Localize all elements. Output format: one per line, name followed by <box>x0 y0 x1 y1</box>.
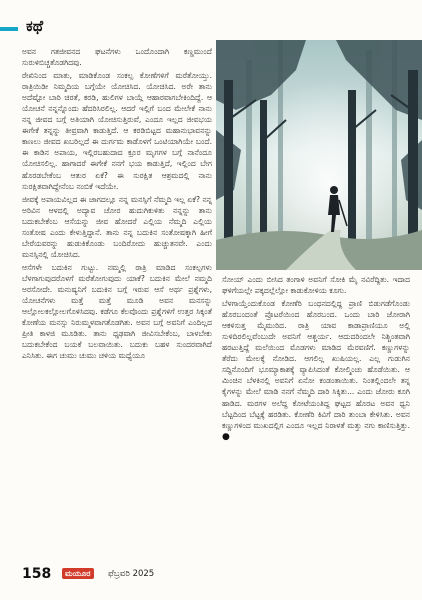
page-header <box>0 0 422 40</box>
right-text-column <box>222 274 410 556</box>
paragraph: ಜೀವಕ್ಕೆ ಅಪಾಯವಿಲ್ಲದ ಈ ಜಾಗದಲ್ಲೂ ನನ್ನ ಮನಸ್ಸಿಗೆ ನೆಮ್ಮದಿ ಇಲ್ಲ ಏಕೆ? ನನ್ನ ಅರಿವಿನ ಆಳದಲ್ಲಿ ಅದ್ಯಾವ ಚೋರ ಹುದುಗಿಕುಳಿತು ನನ್ನನ್ನು ತಾನು ಬದುಕಬೇಕೆಂಬ ಆಸೆಯನ್ನು ಜೀವ ಹೋದರೆ ಎಲ್ಲಿಯ ನೆಮ್ಮದಿ ಎಲ್ಲಿಯ ಸಂತೋಷ ಎಂದು ಕೇಳುತ್ತಿದ್ದಾನೆ. ತಾನು ನನ್ನ ಬದುಕಿನ ಸಂತೋಷಕ್ಕಾಗಿ ಹೀಗೆ ಬೇರೆಯವರನ್ನು ಹುಡುಕಿಕೊಂಡು ಬಂದಿರೋದು ಹುಚ್ಚುತನವೇ. ಎಂದು ಮನಸ್ಸಿನಲ್ಲಿ ಯೋಚಿಸಿದ. <box>22 194 212 259</box>
section-title: ಕಥೆ <box>26 17 44 35</box>
story-illustration <box>216 40 422 270</box>
paragraph: ಸೋಯ್ ಎಂದು ಬೀಸಿದ ತಂಗಾಳಿ ಅವನಿಗೆ ಸೋಕಿ ಮೈ ನವಿರೆದ್ದಿತು. ಇದಾದ ಘಳಿಗೆಯಲ್ಲೇ ಪಕ್ಕದಲ್ಲೆಲ್ಲೋ ಕಾಡುಕೋಳಿಯ ಕೂಗು. <box>222 275 410 296</box>
paragraph: ಅವನ ಗತಜೀವನದ ಘಟನೆಗಳು ಒಂದೊಂದಾಗಿ ಕಣ್ಣಮುಂದೆ ಸುರುಳಿಬಿಚ್ಚತೊಡಗಿದವು. <box>22 47 212 68</box>
story-end-mark: ● <box>222 431 230 442</box>
magazine-logo: ಮಯೂರ <box>62 568 94 579</box>
left-text-column <box>22 46 212 556</box>
paragraph: ರೇಖಿನಿಂದ ಮಾತು, ಮಾಡಿಕೊಂಡ ಸಂಕಲ್ಪ ಕೋಣೆಗಳಿಗೆ ಮರೆತೋಯ್ತು. ರಾತ್ರಿಯಿಡೀ ನಿಮ್ಮದಿಯ ಬಗ್ಗೆಯೇ ಯೋಚಿಸಿದ. ಯೋಚಿಸಿದ. ಅರೇ ತಾನು ಅದೆಷ್ಟೋ ಬಾರಿ ಚಿರತೆ, ಕರಡಿ, ಹುಲಿಗಳ ಬಾಯ್ಗೆ ಆಹಾರವಾಗಬೇಕಿಂದಿದ್ದೆ. ಆ ಯೋಚನೆ ನನ್ನನ್ನೊಂದು ಹೆದರಿಸಿರಲಿಲ್ಲ. ಆದರೆ ಇಲ್ಲಿಗೆ ಬಂದ ಮೇಲೇಕೆ ನಾನು ನನ್ನ ಜೀವದ ಬಗ್ಗೆ ಅತಿಯಾಗಿ ಯೋಚಿಸುತ್ತಿರುವೆ, ಎಂದೂ ಇಲ್ಲದ ಜೀವಭಯ ಈಗೇಕೆ ತನ್ನನ್ನು ತೀವ್ರವಾಗಿ ಕಾಡುತ್ತಿದೆ. ಆ ಕರಡಿಬಿಟ್ಟದ ಮಹಾನುಭಾವನನ್ನು ಕಾಣಲು ಜೀವದ ಖಬರಿಲ್ಲದೆ ಈ ದುರ್ಗಮ ಕಾಡೊಳಗೆ ಒಂಟಿಯಾಗಿಯೇ ಬಂದೆ. ಈ ಕಾಡಿನ ಅಪಾಯ, ಇಲ್ಲಿರಬಹುದಾದ ಕ್ರೂರ ಮೃಗಗಳ ಬಗ್ಗೆ ನಾನೆಂದೂ ಯೋಚಿಸಲಿಲ್ಲ. ಹಾಗಾದರೆ ಈಗೇಕೆ ನನಗೆ ಭಯ ಕಾಡುತ್ತಿದೆ, ಇಲ್ಲಿಂದ ಬೇಗ ಹೊರಡಬೇಕೆಂಬ ಆತುರ ಏಕೆ? ಈ ಸುರಕ್ಷಿತ ಆಶ್ರಮದಲ್ಲಿ ನಾನು ಸುರಕ್ಷಿತವಾಗಿದ್ದೇನೆಂಬ ನಂಬಿಕೆ ಇದೆಯೇ. <box>22 71 212 191</box>
paragraph <box>222 298 410 443</box>
forest-walker-painting <box>216 40 422 270</box>
paragraph: ಆಸೆಗಳೇ ಬದುಕಿನ ಗುಟ್ಟು. ನಮ್ಮಲ್ಲಿ ರಾತ್ರಿ ಮಾಡಿದ ಸಂಕಲ್ಪಗಳು ಬೆಳಗಾಗುವುದರೊಳಗೆ ಮರೆತೋಗುವುದು ಯಾಕೆ? ಬದುಕಿನ ಮೇಲೆ ನಮ್ಮದಿ ಅರಸೋದೇ. ಮನುಷ್ಯನಿಗೆ ಬದುಕಿನ ಬಗ್ಗೆ ಇರುವ ಆಸೆ ಅರ್ಥ ಪ್ರಶ್ನೆಗಳು, ಯೋಚನೆಗಳು ಮತ್ತೆ ಮತ್ತೆ ಮೂಡಿ ಅವನ ಮನಸನ್ನು ಆಲ್ಲೋಲಕಲ್ಲೋಲಗೊಳಿಸಿದವು. ಕಡೆಗೂ ಕೆಲವೊಂದು ಪ್ರಶ್ನೆಗಳಿಗೆ ಉತ್ತರ ಸಿಕ್ಕಂತೆ ಕೋಣೆಯ ಮನಸ್ಸು ನಿರುಮ್ಮಳವಾಗತೊಡಗಿತು. ಅವನ ಬಗ್ಗೆ ಅವನಿಗೆ ಎಂದಿಲ್ಲದ ಪ್ರೀತಿ ಕಾಳಜಿ ಮೂಡಿತು. ತಾನು ಧೃಢವಾಗಿ ಜೀವಿಸಬೇಕೆಂಬ, ಬಾಳಬೇಕು ಬದುಕಬೇಕೆಂದ ಬಯಕೆ ಬಲವಾಯಿತು. ಬದುಕು ಬಹಳ ಸುಂದರವಾಗಿದೆ ಎನಿಸಿತು. ಈಗ ಚುಮು ಚುಮು ಚಳಿಯ ಮಧ್ಯೆಯೂ <box>22 262 212 361</box>
page-number: 158 <box>22 566 52 582</box>
paragraph-text: ಬೆಳಗಾಯ್ತೆಂದುಕೊಂಡ ಕೋಣೆರಿ ಬಂಧನದಲ್ಲಿದ್ದ ಪ್ರಾಣಿ ಬಿಡುಗಡೆಗೊಂಡು ಹೊರಬಂದಂತೆ ಪ್ರೊಟರೆಯಿಂದ ಹೊರಬಂದ. ಒಂದು ಬಾರಿ ಜೋರಾಗಿ ಆಕಳಿಸುತ್ತ ಮೈಮುರಿದ. ರಾತ್ರಿ ಯಾವ ಕಾಡಾಪ್ರಾಣಿಯೂ ಅಲ್ಲಿ ಸುಳಿದಿರಲಿಲ್ಲವೆಂಬುದೇ ಅವನಿಗೆ ಆಶ್ಚರ್ಯ. ಆದುದರಿಂದಲೇ ನಿಶ್ಚಿಂತವಾಗಿ ಹರಟುತ್ತಿದ್ದೆ ಮಲೆಯಿಂದ ಮೊಡಗಳು ಮಾಡಿದ ಮೆರವಣಿಗೆ. ಕಣ್ಣುಗಳನ್ನು ತೆರೆದು ಮೇಲಕ್ಕೆ ನೋಡಿದ. ಆಗಲಿಲ್ಲ ಖುಷಿಯಲ್ಲ. ಎಲ್ಲ ಗುಡುಗಿನ ಸದ್ದಿನೊಂದಿಗೆ ಭೂಮ್ಯಾಕಾಶಕ್ಕೆ ವ್ಯಾಪಿಸಿದಂತೆ ಕೋಲ್ಮಿಂಚು ಹೊಡೆಯಿತು. ಆ ಮಿಂಚಿನ ಬೆಳಕಿನಲ್ಲಿ ಅವನಿಗೆ ಏನೋ ಕಂಡಂತಾಯಿತು. ನಿಂತಲ್ಲಿಂದಲೇ ತನ್ನ ಕೈಗಳನ್ನು ಮೇಲೆ ಮಾಡಿ ನನಗೆ ನೆಮ್ಮದಿ ದಾರಿ ಸಿಕ್ಕಿತು... ಎಂದು ಜೋರು ಕೂಗಿ ಹಾಡಿದ. ಮರಗಳ ಅಲೆದ್ದ ಕೋಟೆಯಂತಿದ್ದ ಘಟ್ಟದ ಹೊರಟ ಅವನ ಧ್ವನಿ ಬೆಟ್ಟದಿಂದ ಬೆಟ್ಟಕ್ಕೆ ಹರಡಿತು. ಕೋಣೆರಿ ಕಿವಿಗೆ ದಾರಿ ತುಂಬಾ ಕೇಳಿಸಿತು. ಅವನ ಕಣ್ಣುಗಳಿಂದ ಮುಖದಲ್ಲಿಗ ಎಂದೂ ಇಲ್ಲದ ನಿರಾಳತೆ ಮತ್ತು ನಗು ಕಾಣಿಸುತ್ತಿತ್ತು. <box>222 299 410 430</box>
issue-date: ಫೆಬ್ರವರಿ 2025 <box>108 569 155 579</box>
section-accent-bar <box>0 27 18 31</box>
page-footer <box>22 566 412 582</box>
